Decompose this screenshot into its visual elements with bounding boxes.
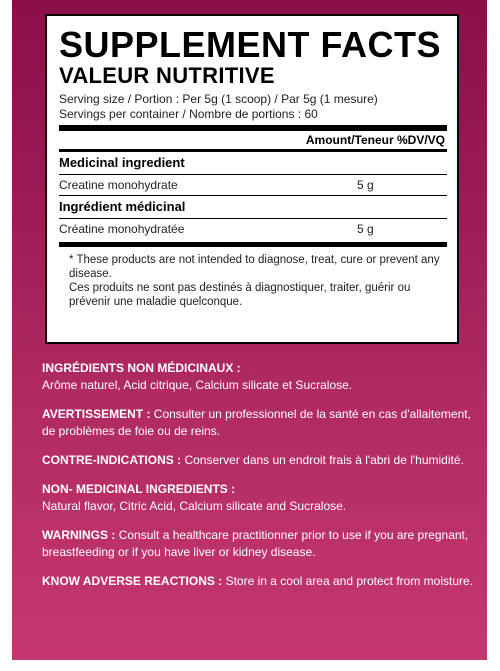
paragraph-non-medicinal-fr bbox=[42, 360, 474, 394]
serving-size: Serving size / Portion : Per 5g (1 scoop) / Par 5g (1 mesure) bbox=[59, 92, 378, 106]
paragraph-warning-fr bbox=[42, 406, 474, 440]
supplement-facts-table bbox=[45, 14, 459, 344]
servings-per-container: Servings per container / Nombre de portions : 60 bbox=[59, 107, 318, 121]
paragraph-text: Arôme naturel, Acid citrique, Calcium silicate et Sucralose. bbox=[42, 378, 353, 392]
ingredient-amount-fr: 5 g bbox=[357, 222, 374, 236]
disclaimer-en: * These products are not intended to diagnose, treat, cure or prevent any disease. bbox=[69, 254, 440, 280]
paragraph-contraindications-fr bbox=[42, 452, 474, 469]
paragraph-label: INGRÉDIENTS NON MÉDICINAUX : bbox=[42, 361, 241, 375]
ingredient-name-en: Creatine monohydrate bbox=[59, 178, 178, 192]
paragraph-text: Natural flavor, Citric Acid, Calcium silicate and Sucralose. bbox=[42, 499, 347, 513]
ingredient-name-fr: Créatine monohydratée bbox=[59, 222, 185, 236]
paragraph-label: KNOW ADVERSE REACTIONS : bbox=[42, 574, 223, 588]
facts-title: SUPPLEMENT FACTS bbox=[59, 24, 442, 65]
paragraph-warnings-en bbox=[42, 527, 474, 561]
disclaimer-footnote bbox=[59, 253, 447, 309]
paragraph-label: WARNINGS : bbox=[42, 528, 116, 542]
paragraph-text: Consult a healthcare practitionner prior to use if you are pregnant, breastfeeding or if you have liver or kidney disease. bbox=[42, 528, 469, 559]
paragraph-text: Store in a cool area and protect from moisture. bbox=[225, 574, 474, 588]
label-text-block bbox=[42, 360, 474, 602]
disclaimer-fr: Ces produits ne sont pas destinés à diagnostiquer, traiter, guérir ou prévenir une maladie quelconque. bbox=[69, 282, 411, 308]
thick-divider bbox=[59, 242, 447, 247]
paragraph-text: Consulter un professionnel de la santé en cas d'allaitement, de problèmes de foie ou de reins. bbox=[42, 407, 471, 438]
section-heading-en: Medicinal ingredient bbox=[59, 155, 185, 170]
ingredient-row-en bbox=[59, 175, 447, 195]
paragraph-non-medicinal-en bbox=[42, 481, 474, 515]
paragraph-label: NON- MEDICINAL INGREDIENTS : bbox=[42, 482, 236, 496]
paragraph-adverse-reactions-en bbox=[42, 573, 474, 590]
ingredient-amount-en: 5 g bbox=[357, 178, 374, 192]
paragraph-label: AVERTISSEMENT : bbox=[42, 407, 151, 421]
ingredient-row-fr bbox=[59, 219, 447, 239]
label-panel bbox=[12, 0, 487, 660]
paragraph-text: Conserver dans un endroit frais à l'abri de l'humidité. bbox=[184, 453, 464, 467]
amount-header: Amount/Teneur %DV/VQ bbox=[305, 133, 445, 147]
paragraph-label: CONTRE-INDICATIONS : bbox=[42, 453, 182, 467]
facts-subtitle: VALEUR NUTRITIVE bbox=[59, 63, 275, 88]
section-heading-fr: Ingrédient médicinal bbox=[59, 199, 186, 214]
